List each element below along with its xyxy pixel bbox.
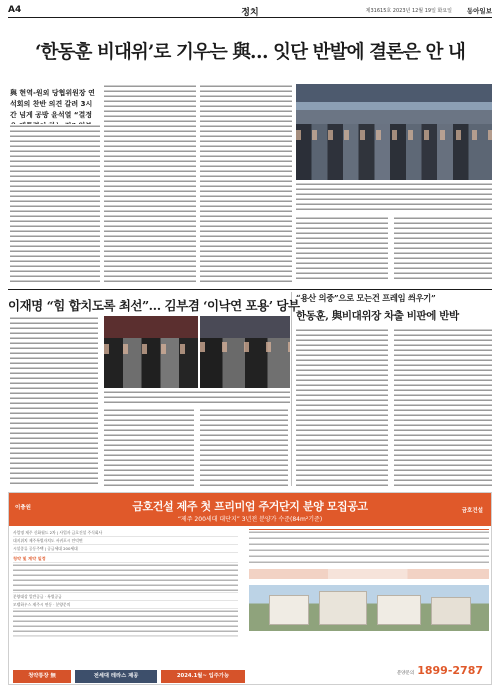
newspaper-logo: 동아일보	[466, 7, 492, 15]
page-header	[8, 4, 492, 18]
left-story-headline: 이재명 “힘 합치도록 최선”… 김부겸 ‘이낙연 포용’ 당부	[8, 298, 300, 313]
ad-subtitle: “제주 200세대 대단지” 3년전 분양가 수준(84m²기준)	[177, 516, 323, 523]
left-story-photo	[104, 316, 198, 388]
ad-pricing-table	[249, 529, 489, 563]
ad-phone	[397, 664, 483, 677]
body-column	[394, 216, 492, 280]
ad-table-section: 청약 및 계약 일정	[13, 555, 238, 563]
ad-banner	[9, 493, 491, 526]
right-story-tag: “용산 의중”으로 모는건 프레임 씌우기”	[296, 293, 436, 303]
section-divider	[8, 289, 492, 290]
ad-table-row: 사업명 제주 신화월드 2차 | 사업자 금호건설 주식회사	[13, 529, 238, 537]
ad-table-row: 시설종류 공동주택 | 공급세대 200세대	[13, 545, 238, 553]
body-column	[296, 216, 388, 280]
ad-feature-badge: 전세대 테라스 제공	[75, 670, 157, 683]
main-subheadline: 與 현역-원외 당협위원장 연석회의 찬반 의견 갈려 3시간 넘게 공방 윤석열 “결정	[10, 89, 95, 119]
ad-marker: 이충원	[15, 505, 31, 511]
ad-table-row: 분양대상 일반공급 · 특별공급	[13, 593, 238, 601]
ad-brand: 금호건설	[461, 508, 483, 514]
photo-caption	[104, 390, 290, 404]
section-label: 정치	[241, 8, 259, 18]
ad-feature-badge: 2024.1월~ 입주가능	[161, 670, 245, 683]
right-story-headline: 한동훈, 與비대위장 차출 비판에 반박	[296, 310, 459, 322]
column-divider	[291, 292, 292, 486]
ad-feature-badge: 청약통장 無	[13, 670, 71, 683]
ad-table-row: 대지위치 제주특별자치도 서귀포시 안덕면	[13, 537, 238, 545]
main-headline: ‘한동훈 비대위’로 기우는 與… 잇단 반발에 결론은 안 내	[34, 42, 466, 63]
body-column	[200, 84, 292, 284]
page-number: A4	[8, 5, 22, 15]
body-column	[10, 124, 100, 284]
body-column	[10, 316, 98, 486]
body-column	[200, 408, 288, 486]
ad-phone-label: 분양문의	[396, 671, 415, 676]
body-column	[296, 328, 388, 486]
ad-phone-number: 1899-2787	[417, 664, 483, 677]
apartment-advertisement	[8, 492, 492, 685]
body-column	[394, 328, 492, 486]
ad-feature-buttons	[13, 670, 245, 683]
ad-table-filler	[13, 609, 238, 637]
ad-schedule-bar	[249, 569, 489, 579]
ad-right-panel	[249, 529, 489, 631]
ad-complex-rendering	[249, 585, 489, 631]
ad-table-row: 모델하우스 제주시 연동 · 분양문의	[13, 601, 238, 609]
photo-caption	[296, 182, 492, 212]
body-column	[104, 84, 196, 284]
ad-title: 금호건설 제주 첫 프리미엄 주거단지 분양 모집공고	[132, 500, 368, 513]
ad-table-filler	[13, 563, 238, 593]
left-story-photo-2	[200, 316, 290, 388]
main-news-photo	[296, 84, 492, 180]
body-column	[104, 408, 194, 486]
ad-info-table	[13, 529, 238, 637]
issue-meta: 제31615호 2023년 12월 19일 화요일	[365, 8, 452, 14]
